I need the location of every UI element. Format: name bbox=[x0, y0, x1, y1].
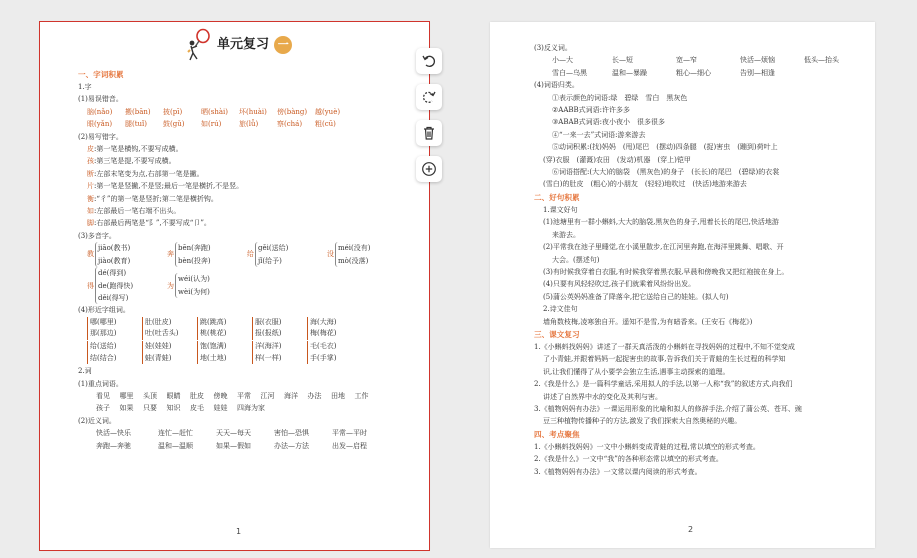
classification-line: ②AABB式词语:许许多多 bbox=[552, 106, 631, 115]
antonym-pair: 雪白—乌黑 bbox=[552, 68, 587, 77]
mispronounce-word: 傍(bàng) bbox=[277, 107, 308, 116]
subheading: (1)易误错音。 bbox=[78, 95, 123, 104]
polyphone-item bbox=[247, 242, 313, 267]
mispronounce-word: 腿(tuǐ) bbox=[125, 120, 148, 129]
antonym-row bbox=[534, 54, 847, 66]
add-page-button[interactable] bbox=[416, 156, 442, 182]
mispronounce-word: 披(pī) bbox=[163, 107, 183, 116]
lesson-review-line: 3.《植物妈妈有办法》一课运用形象的比喻和拟人的修辞手法,介绍了蒲公英、苍耳、豌 bbox=[534, 404, 802, 413]
shape-pair bbox=[142, 317, 197, 340]
polyphone-reading: méi(没有) bbox=[338, 244, 371, 253]
unit-number-badge: 一 bbox=[274, 36, 292, 54]
good-sentence-list bbox=[534, 216, 847, 303]
subheading: 1.字 bbox=[78, 83, 92, 91]
polyphone-reading: jiāo(教书) bbox=[98, 244, 131, 253]
classification-line: ⑥词语搭配:(大大)的脑袋 (黑灰色)的身子 (长长)的尾巴 (碧绿)的衣裳 bbox=[552, 168, 780, 177]
exam-focus-line: 1.《小蝌蚪找妈妈》一文中小蝌蚪变成青蛙的过程,常以填空的形式考查。 bbox=[534, 442, 760, 451]
polyphone-readings bbox=[95, 242, 130, 267]
lesson-review-line: 2.《我是什么》是一篇科学童话,采用拟人的手法,以第一人称“我”的叙述方式,向我们 bbox=[534, 380, 793, 389]
shape-word: 跳(跳高) bbox=[200, 317, 227, 326]
synonym-row bbox=[78, 440, 399, 452]
miswrite-char: 孩 bbox=[87, 157, 94, 166]
miswrite-item bbox=[78, 193, 399, 205]
keyword-list bbox=[78, 390, 399, 415]
keyword: 看见 bbox=[96, 391, 110, 400]
shape-word: 手(手掌) bbox=[310, 353, 337, 362]
lesson-review-line: 识,让我们懂得了从小要学会独立生活,遇事主动探索的道理。 bbox=[543, 367, 730, 376]
keyword: 孩子 bbox=[96, 404, 110, 413]
mispronounce-word: 如(rú) bbox=[201, 120, 222, 129]
synonym-list bbox=[78, 427, 399, 452]
synonym-pair: 出发—启程 bbox=[332, 441, 367, 450]
polyphone-char: 为 bbox=[167, 281, 174, 290]
shape-pair bbox=[142, 341, 197, 364]
subheading: (2)近义词。 bbox=[78, 416, 116, 425]
miswrite-list bbox=[78, 143, 399, 230]
classification-line: (穿)衣服 (灌溉)农田 (发动)机器 (穿上)铠甲 bbox=[543, 155, 691, 164]
mispronounce-word: 察(chá) bbox=[277, 120, 303, 129]
miswrite-tip: :“彳”的第一笔是竖折;第二笔是横折钩。 bbox=[94, 194, 218, 203]
subheading: 2.词 bbox=[78, 367, 92, 376]
keyword: 哪里 bbox=[119, 391, 134, 400]
keyword: 知识 bbox=[166, 404, 181, 413]
miswrite-char: 片 bbox=[87, 182, 94, 191]
miswrite-item bbox=[78, 168, 399, 180]
miswrite-tip: :第一笔是竖撇,不是竖;最后一笔是横折,不是竖。 bbox=[94, 182, 244, 191]
badminton-figure-icon bbox=[185, 28, 213, 62]
polyphone-reading: jiào(教育) bbox=[98, 256, 131, 265]
subheading: 1.课文好句 bbox=[543, 205, 578, 214]
section-heading: 二、好句积累 bbox=[534, 192, 580, 202]
synonym-pair: 平常—平时 bbox=[332, 429, 367, 438]
antonym-pair: 小—大 bbox=[552, 56, 573, 65]
subheading: (4)词语归类。 bbox=[534, 81, 579, 90]
polyphone-char: 没 bbox=[327, 250, 334, 259]
antonym-pair bbox=[804, 67, 868, 79]
keyword: 如果 bbox=[119, 404, 134, 413]
shape-pair bbox=[87, 341, 142, 364]
synonym-pair: 快活—快乐 bbox=[96, 429, 131, 438]
subheading: (3)多音字。 bbox=[78, 231, 116, 240]
mispronounce-word: 坏(huài) bbox=[239, 107, 267, 116]
keyword: 肚皮 bbox=[190, 391, 204, 400]
polyphone-char: 得 bbox=[87, 281, 94, 290]
polyphone-item bbox=[87, 242, 153, 267]
keyword: 四海为家 bbox=[237, 404, 265, 413]
keyword: 眼睛 bbox=[166, 391, 181, 400]
shape-word: 给(送给) bbox=[90, 341, 117, 350]
polyphone-list bbox=[78, 242, 399, 267]
lesson-review-line: 1.《小蝌蚪找妈妈》讲述了一群天真活泼的小蝌蚪在寻找妈妈的过程中,不知不觉变成 bbox=[534, 342, 795, 351]
classification-line: (雪白)的肚皮 (粗心)的小朋友 (轻轻)地吹过 (快活)地游来游去 bbox=[543, 180, 747, 189]
miswrite-item bbox=[78, 155, 399, 167]
unit-review-title bbox=[78, 28, 399, 62]
good-sentence-line: (1)池塘里有一群小蝌蚪,大大的脑袋,黑灰色的身子,甩着长长的尾巴,快活地游 bbox=[543, 218, 779, 227]
polyphone-reading: gěi(送给) bbox=[258, 244, 289, 253]
keyword-row bbox=[78, 402, 399, 414]
miswrite-tip: :第三笔是提,不要写成横。 bbox=[94, 157, 176, 166]
keyword: 只要 bbox=[143, 404, 157, 413]
polyphone-reading: mò(没落) bbox=[338, 256, 369, 265]
keyword: 江河 bbox=[260, 391, 275, 400]
synonym-row bbox=[78, 427, 399, 439]
trash-icon bbox=[421, 125, 437, 141]
mispronounce-word: 晒(shài) bbox=[201, 107, 228, 116]
keyword: 皮毛 bbox=[190, 404, 204, 413]
rotate-clockwise-icon bbox=[421, 89, 437, 105]
subheading: (1)重点词语。 bbox=[78, 379, 123, 388]
antonym-pair: 粗心—细心 bbox=[676, 68, 711, 77]
shape-word: 报(报纸) bbox=[255, 329, 282, 338]
mispronounce-word: 粗(cū) bbox=[315, 120, 336, 129]
page-title: 单元复习 bbox=[216, 36, 269, 52]
polyphone-list-2 bbox=[78, 267, 399, 304]
rotate-counterclockwise-button[interactable] bbox=[416, 48, 442, 74]
add-page-icon bbox=[421, 161, 437, 177]
miswrite-char: 皮 bbox=[87, 145, 94, 154]
keyword: 田地 bbox=[331, 391, 345, 400]
synonym-pair: 天天—每天 bbox=[216, 429, 251, 438]
antonym-row bbox=[534, 67, 847, 79]
keyword: 娃娃 bbox=[213, 404, 228, 413]
good-sentence-line: (2)平常我在池子里睡觉,在小溪里散步,在江河里奔跑,在海洋里跳舞、唱歌、开 bbox=[543, 243, 784, 252]
miswrite-char: 断 bbox=[87, 169, 94, 178]
polyphone-reading: bèn(投奔) bbox=[178, 256, 211, 265]
shape-similar-grid bbox=[78, 317, 399, 365]
shape-word: 娃(娃娃) bbox=[145, 341, 172, 350]
shape-word: 样(一样) bbox=[255, 353, 282, 362]
lesson-review-line: 豆三种植物传播种子的方法,激发了我们探索大自然奥秘的兴趣。 bbox=[543, 417, 742, 426]
polyphone-item bbox=[87, 267, 153, 304]
antonym-pair: 长—短 bbox=[612, 56, 633, 65]
shape-pair bbox=[197, 341, 252, 364]
polyphone-readings bbox=[175, 273, 210, 298]
synonym-pair: 温和—温顺 bbox=[158, 441, 193, 450]
mispronounce-list bbox=[78, 106, 399, 131]
good-sentence-line: (4)只要有风轻轻吹过,孩子们就乘着风纷纷出发。 bbox=[543, 280, 696, 289]
synonym-pair: 如果—假如 bbox=[216, 441, 251, 450]
antonym-pair: 低头—抬头 bbox=[804, 56, 839, 65]
miswrite-char: 如 bbox=[87, 207, 94, 216]
shape-word: 吐(吐舌头) bbox=[145, 329, 179, 338]
miswrite-item bbox=[78, 205, 399, 217]
mispronounce-word: 搬(bān) bbox=[125, 107, 151, 116]
shape-word: 桃(桃花) bbox=[200, 329, 227, 338]
lesson-review-list bbox=[534, 341, 847, 428]
exam-focus-line: 2.《我是什么》一文中“我”的各种形态常以填空的形式考查。 bbox=[534, 455, 723, 464]
shape-word: 海(大海) bbox=[310, 317, 337, 326]
polyphone-reading: jǐ(给予) bbox=[258, 256, 282, 265]
page-number: 2 bbox=[687, 524, 694, 534]
polyphone-reading: dé(得到) bbox=[98, 269, 127, 278]
shape-pair bbox=[307, 341, 362, 364]
mispronounce-word: 旅(lǚ) bbox=[239, 120, 259, 129]
mispronounce-word: 鼓(gǔ) bbox=[163, 120, 185, 129]
synonym-pair: 害怕—恐惧 bbox=[274, 429, 309, 438]
keyword: 平常 bbox=[237, 391, 251, 400]
shape-pair bbox=[252, 317, 307, 340]
classification-line: ③ABAB式词语:夜小夜小 很多很多 bbox=[552, 118, 666, 127]
shape-word: 梅(梅花) bbox=[310, 329, 337, 338]
antonym-pair: 宽—窄 bbox=[676, 56, 697, 65]
shape-word: 饱(饱满) bbox=[200, 341, 227, 350]
mispronounce-row bbox=[78, 106, 399, 118]
antonym-list bbox=[534, 54, 847, 79]
shape-word: 毛(毛衣) bbox=[310, 341, 337, 350]
shape-word: 结(结合) bbox=[90, 353, 117, 362]
antonym-pair: 温和—暴躁 bbox=[612, 68, 647, 77]
polyphone-char: 教 bbox=[87, 250, 94, 259]
good-sentence-line: (3)有时候我穿着白衣服,有时候我穿着黑衣服,早晨和傍晚我又把红袍披在身上。 bbox=[543, 267, 789, 276]
lesson-review-line: 了小青蛙,并跟着妈妈一起捉害虫的故事,告诉我们关于青蛙的生长过程的科学知 bbox=[543, 355, 786, 364]
polyphone-item bbox=[167, 267, 233, 304]
document-page-1[interactable] bbox=[40, 22, 429, 550]
shape-pair bbox=[197, 317, 252, 340]
synonym-pair: 连忙—赶忙 bbox=[158, 429, 193, 438]
polyphone-reading: wéi(认为) bbox=[178, 275, 210, 284]
mispronounce-word: 眼(yǎn) bbox=[87, 120, 113, 129]
shape-pair bbox=[307, 317, 362, 340]
antonym-pair: 快活—烦恼 bbox=[740, 56, 775, 65]
polyphone-reading: děi(得写) bbox=[98, 293, 129, 302]
word-classification-list bbox=[534, 92, 847, 191]
exam-focus-line: 3.《植物妈妈有办法》一文常以课内阅读的形式考查。 bbox=[534, 467, 702, 476]
keyword: 工作 bbox=[354, 391, 369, 400]
keyword: 傍晚 bbox=[213, 391, 228, 400]
keyword: 头顶 bbox=[143, 391, 157, 400]
shape-word: 那(那边) bbox=[90, 329, 117, 338]
miswrite-char: 脚 bbox=[87, 219, 94, 228]
polyphone-reading: wèi(为何) bbox=[178, 287, 210, 296]
synonym-pair: 奔跑—奔驰 bbox=[96, 441, 131, 450]
polyphone-readings bbox=[335, 242, 370, 267]
good-sentence-line: 来游去。 bbox=[552, 230, 580, 239]
miswrite-item bbox=[78, 180, 399, 192]
mispronounce-row bbox=[78, 118, 399, 130]
shape-word: 地(土地) bbox=[200, 353, 227, 362]
shape-word: 肚(肚皮) bbox=[145, 317, 172, 326]
polyphone-readings bbox=[255, 242, 288, 267]
keyword: 办法 bbox=[307, 391, 322, 400]
page-number: 1 bbox=[235, 526, 242, 536]
miswrite-item bbox=[78, 217, 399, 229]
document-page-2[interactable] bbox=[490, 22, 875, 548]
polyphone-reading: de(跑得快) bbox=[98, 281, 134, 290]
classification-line: ④“一来一去”式词语:游来游去 bbox=[552, 130, 646, 139]
keyword-row bbox=[78, 390, 399, 402]
miswrite-tip: :左部最后一笔右端不出头。 bbox=[94, 207, 181, 216]
section-heading: 四、考点聚焦 bbox=[534, 429, 580, 439]
polyphone-char: 奔 bbox=[167, 250, 174, 259]
miswrite-tip: :左部末笔变为点,右部第一笔是撇。 bbox=[94, 169, 204, 178]
shape-word: 洋(海洋) bbox=[255, 341, 282, 350]
polyphone-char: 给 bbox=[247, 250, 254, 259]
miswrite-item bbox=[78, 143, 399, 155]
polyphone-readings bbox=[175, 242, 211, 267]
miswrite-char: 衡 bbox=[87, 194, 94, 203]
subheading: 2.诗文佳句 bbox=[543, 305, 578, 314]
good-sentence-line: 大会。(摆述句) bbox=[552, 255, 600, 264]
section-heading: 一、字词积累 bbox=[78, 70, 124, 79]
delete-page-button[interactable] bbox=[416, 120, 442, 146]
polyphone-readings bbox=[95, 267, 133, 304]
shape-word: 服(衣服) bbox=[255, 317, 282, 326]
lesson-review-line: 讲述了自然界中水的变化及其利与害。 bbox=[543, 392, 662, 401]
rotate-counterclockwise-icon bbox=[421, 53, 437, 69]
synonym-pair: 办法—方法 bbox=[274, 441, 309, 450]
miswrite-tip: :右部最后两笔是“阝”,不要写成“卩”。 bbox=[94, 219, 211, 228]
shape-word: 哪(哪里) bbox=[90, 317, 117, 326]
exam-focus-list bbox=[534, 441, 847, 478]
classification-line: ⑤动词积累:(找)妈妈 (甩)尾巴 (摆动)四条腿 (捉)害虫 (蹦到)荷叶上 bbox=[552, 143, 778, 152]
polyphone-reading: bēn(奔跑) bbox=[178, 244, 211, 253]
poem-line: 墙角数枝梅,凌寒独自开。遥知不是雪,为有暗香来。(王安石《梅花》) bbox=[543, 317, 753, 326]
mispronounce-word: 越(yuè) bbox=[315, 107, 341, 116]
good-sentence-line: (5)蒲公英妈妈准备了降落伞,把它送给自己的娃娃。(拟人句) bbox=[543, 292, 729, 301]
antonym-pair: 告别—相逢 bbox=[740, 68, 775, 77]
section-heading: 三、课文复习 bbox=[534, 329, 580, 339]
shape-word: 蛙(青蛙) bbox=[145, 353, 172, 362]
subheading: (4)形近字组词。 bbox=[78, 306, 130, 315]
polyphone-item bbox=[167, 242, 233, 267]
classification-line: ①表示颜色的词语:绿 碧绿 雪白 黑灰色 bbox=[552, 93, 688, 102]
subheading: (3)反义词。 bbox=[534, 44, 572, 52]
shape-pair bbox=[87, 317, 142, 340]
mispronounce-word: 脑(nǎo) bbox=[87, 107, 113, 116]
shape-pair bbox=[252, 341, 307, 364]
subheading: (2)易写错字。 bbox=[78, 132, 123, 141]
keyword: 海洋 bbox=[284, 391, 298, 400]
rotate-clockwise-button[interactable] bbox=[416, 84, 442, 110]
polyphone-item bbox=[327, 242, 393, 267]
miswrite-tip: :第一笔是横钩,不要写成横。 bbox=[94, 145, 183, 154]
